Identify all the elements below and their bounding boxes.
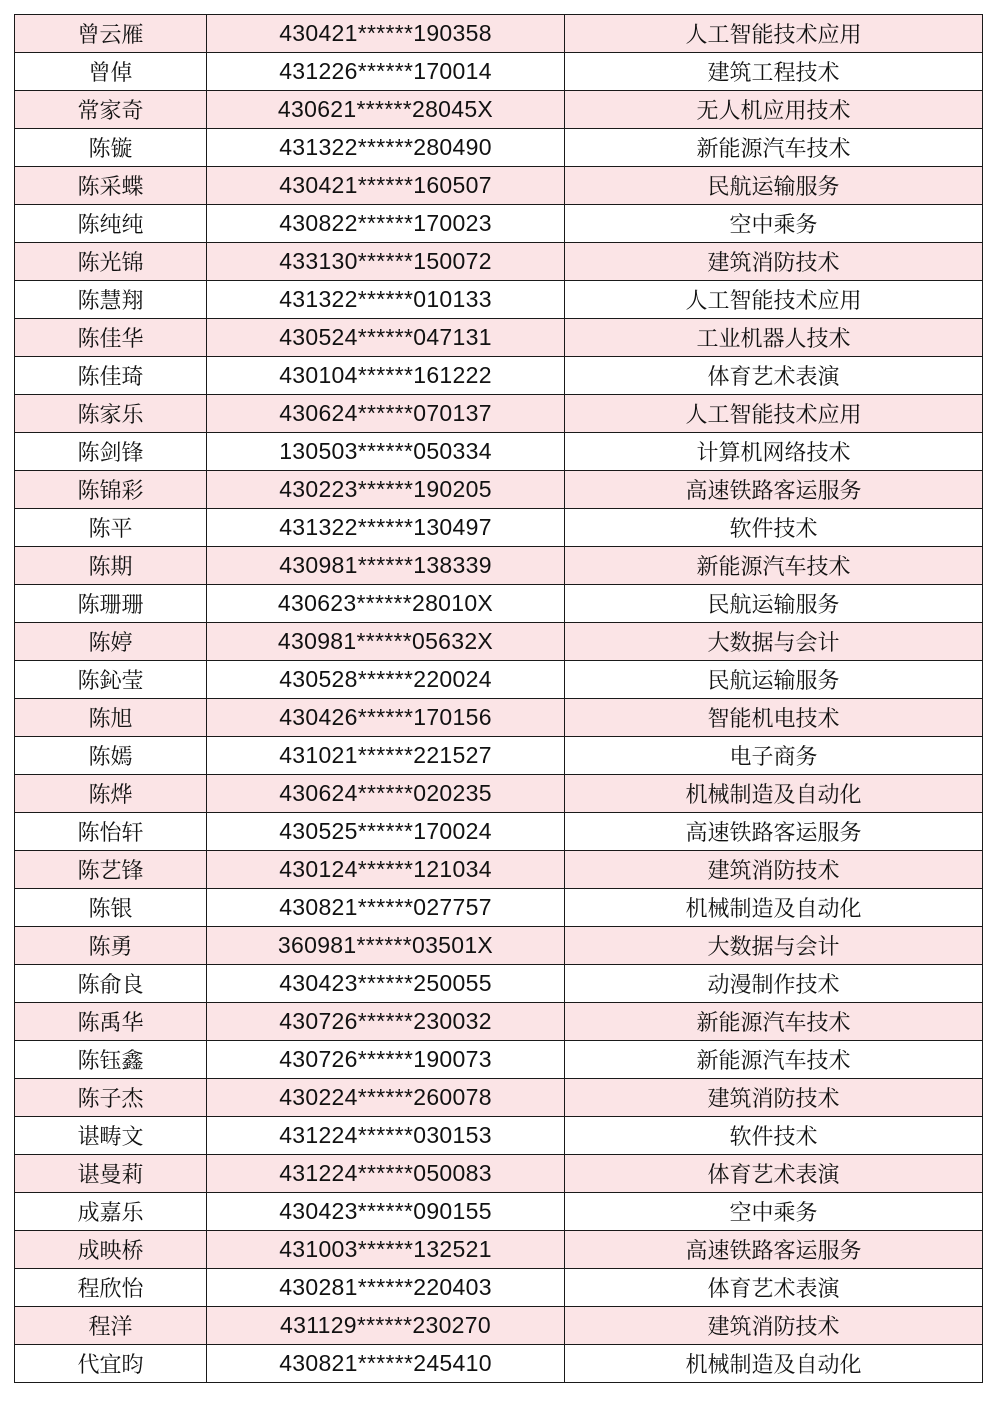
table-row — [15, 1041, 983, 1079]
major-cell: 人工智能技术应用 — [565, 15, 983, 53]
table-row — [15, 167, 983, 205]
table-row — [15, 1307, 983, 1345]
id-number-cell: 430524******047131 — [207, 319, 565, 357]
id-number-cell: 431129******230270 — [207, 1307, 565, 1345]
student-name-cell: 陈子杰 — [15, 1079, 207, 1117]
table-row — [15, 1117, 983, 1155]
id-number-cell: 430421******160507 — [207, 167, 565, 205]
table-row — [15, 1193, 983, 1231]
id-number-cell: 430981******138339 — [207, 547, 565, 585]
student-list-sheet — [14, 14, 982, 1383]
id-number-cell: 430981******05632X — [207, 623, 565, 661]
table-row — [15, 1003, 983, 1041]
id-number-cell: 430423******250055 — [207, 965, 565, 1003]
major-cell: 软件技术 — [565, 1117, 983, 1155]
table-row — [15, 471, 983, 509]
student-name-cell: 曾倬 — [15, 53, 207, 91]
major-cell: 机械制造及自动化 — [565, 1345, 983, 1383]
student-name-cell: 陈期 — [15, 547, 207, 585]
table-row — [15, 53, 983, 91]
id-number-cell: 430224******260078 — [207, 1079, 565, 1117]
table-row — [15, 547, 983, 585]
id-number-cell: 430124******121034 — [207, 851, 565, 889]
student-name-cell: 陈鈊莹 — [15, 661, 207, 699]
table-row — [15, 737, 983, 775]
table-row — [15, 91, 983, 129]
id-number-cell: 430223******190205 — [207, 471, 565, 509]
id-number-cell: 431322******010133 — [207, 281, 565, 319]
table-row — [15, 965, 983, 1003]
major-cell: 高速铁路客运服务 — [565, 471, 983, 509]
table-row — [15, 851, 983, 889]
id-number-cell: 431226******170014 — [207, 53, 565, 91]
major-cell: 建筑消防技术 — [565, 851, 983, 889]
student-table-body — [15, 15, 983, 1383]
student-name-cell: 陈旭 — [15, 699, 207, 737]
major-cell: 人工智能技术应用 — [565, 281, 983, 319]
id-number-cell: 431322******130497 — [207, 509, 565, 547]
student-name-cell: 谌畴文 — [15, 1117, 207, 1155]
major-cell: 体育艺术表演 — [565, 1155, 983, 1193]
id-number-cell: 430624******070137 — [207, 395, 565, 433]
id-number-cell: 431224******030153 — [207, 1117, 565, 1155]
student-name-cell: 陈婷 — [15, 623, 207, 661]
student-name-cell: 代宜昀 — [15, 1345, 207, 1383]
id-number-cell: 431322******280490 — [207, 129, 565, 167]
id-number-cell: 430624******020235 — [207, 775, 565, 813]
major-cell: 电子商务 — [565, 737, 983, 775]
id-number-cell: 430822******170023 — [207, 205, 565, 243]
table-row — [15, 281, 983, 319]
student-name-cell: 陈光锦 — [15, 243, 207, 281]
student-name-cell: 常家奇 — [15, 91, 207, 129]
student-name-cell: 陈佳琦 — [15, 357, 207, 395]
student-name-cell: 陈俞良 — [15, 965, 207, 1003]
student-name-cell: 陈勇 — [15, 927, 207, 965]
major-cell: 新能源汽车技术 — [565, 1041, 983, 1079]
student-name-cell: 陈剑锋 — [15, 433, 207, 471]
student-name-cell: 陈佳华 — [15, 319, 207, 357]
table-row — [15, 357, 983, 395]
major-cell: 空中乘务 — [565, 205, 983, 243]
student-name-cell: 陈禹华 — [15, 1003, 207, 1041]
id-number-cell: 430104******161222 — [207, 357, 565, 395]
student-name-cell: 成映桥 — [15, 1231, 207, 1269]
id-number-cell: 360981******03501X — [207, 927, 565, 965]
major-cell: 体育艺术表演 — [565, 357, 983, 395]
id-number-cell: 430281******220403 — [207, 1269, 565, 1307]
student-name-cell: 曾云雁 — [15, 15, 207, 53]
student-name-cell: 陈艺锋 — [15, 851, 207, 889]
id-number-cell: 431003******132521 — [207, 1231, 565, 1269]
id-number-cell: 430528******220024 — [207, 661, 565, 699]
id-number-cell: 433130******150072 — [207, 243, 565, 281]
id-number-cell: 430726******190073 — [207, 1041, 565, 1079]
major-cell: 建筑消防技术 — [565, 1307, 983, 1345]
table-row — [15, 585, 983, 623]
table-row — [15, 1345, 983, 1383]
id-number-cell: 430426******170156 — [207, 699, 565, 737]
table-row — [15, 1231, 983, 1269]
student-name-cell: 谌曼莉 — [15, 1155, 207, 1193]
id-number-cell: 130503******050334 — [207, 433, 565, 471]
table-row — [15, 813, 983, 851]
table-row — [15, 889, 983, 927]
table-row — [15, 623, 983, 661]
major-cell: 体育艺术表演 — [565, 1269, 983, 1307]
table-row — [15, 1079, 983, 1117]
table-row — [15, 243, 983, 281]
major-cell: 新能源汽车技术 — [565, 547, 983, 585]
student-name-cell: 陈珊珊 — [15, 585, 207, 623]
id-number-cell: 430623******28010X — [207, 585, 565, 623]
id-number-cell: 431021******221527 — [207, 737, 565, 775]
major-cell: 无人机应用技术 — [565, 91, 983, 129]
major-cell: 软件技术 — [565, 509, 983, 547]
table-row — [15, 509, 983, 547]
table-row — [15, 1155, 983, 1193]
student-name-cell: 陈烨 — [15, 775, 207, 813]
major-cell: 民航运输服务 — [565, 585, 983, 623]
major-cell: 建筑消防技术 — [565, 243, 983, 281]
major-cell: 动漫制作技术 — [565, 965, 983, 1003]
table-row — [15, 661, 983, 699]
id-number-cell: 430726******230032 — [207, 1003, 565, 1041]
major-cell: 新能源汽车技术 — [565, 1003, 983, 1041]
student-name-cell: 陈嫣 — [15, 737, 207, 775]
major-cell: 空中乘务 — [565, 1193, 983, 1231]
table-row — [15, 927, 983, 965]
student-name-cell: 陈钰鑫 — [15, 1041, 207, 1079]
major-cell: 计算机网络技术 — [565, 433, 983, 471]
major-cell: 民航运输服务 — [565, 661, 983, 699]
student-name-cell: 陈慧翔 — [15, 281, 207, 319]
major-cell: 机械制造及自动化 — [565, 775, 983, 813]
major-cell: 新能源汽车技术 — [565, 129, 983, 167]
table-row — [15, 699, 983, 737]
table-row — [15, 205, 983, 243]
student-name-cell: 陈平 — [15, 509, 207, 547]
student-name-cell: 陈镟 — [15, 129, 207, 167]
id-number-cell: 430821******245410 — [207, 1345, 565, 1383]
table-row — [15, 395, 983, 433]
student-name-cell: 成嘉乐 — [15, 1193, 207, 1231]
id-number-cell: 431224******050083 — [207, 1155, 565, 1193]
student-name-cell: 陈纯纯 — [15, 205, 207, 243]
student-name-cell: 程欣怡 — [15, 1269, 207, 1307]
id-number-cell: 430423******090155 — [207, 1193, 565, 1231]
table-row — [15, 15, 983, 53]
major-cell: 民航运输服务 — [565, 167, 983, 205]
student-name-cell: 程洋 — [15, 1307, 207, 1345]
table-row — [15, 433, 983, 471]
student-name-cell: 陈采蝶 — [15, 167, 207, 205]
student-name-cell: 陈怡轩 — [15, 813, 207, 851]
id-number-cell: 430421******190358 — [207, 15, 565, 53]
table-row — [15, 129, 983, 167]
major-cell: 机械制造及自动化 — [565, 889, 983, 927]
major-cell: 大数据与会计 — [565, 623, 983, 661]
table-row — [15, 775, 983, 813]
major-cell: 人工智能技术应用 — [565, 395, 983, 433]
student-table — [14, 14, 983, 1383]
major-cell: 高速铁路客运服务 — [565, 813, 983, 851]
student-name-cell: 陈锦彩 — [15, 471, 207, 509]
table-row — [15, 319, 983, 357]
major-cell: 智能机电技术 — [565, 699, 983, 737]
student-name-cell: 陈家乐 — [15, 395, 207, 433]
major-cell: 建筑消防技术 — [565, 1079, 983, 1117]
major-cell: 大数据与会计 — [565, 927, 983, 965]
id-number-cell: 430525******170024 — [207, 813, 565, 851]
major-cell: 工业机器人技术 — [565, 319, 983, 357]
major-cell: 建筑工程技术 — [565, 53, 983, 91]
table-row — [15, 1269, 983, 1307]
student-name-cell: 陈银 — [15, 889, 207, 927]
id-number-cell: 430821******027757 — [207, 889, 565, 927]
major-cell: 高速铁路客运服务 — [565, 1231, 983, 1269]
id-number-cell: 430621******28045X — [207, 91, 565, 129]
